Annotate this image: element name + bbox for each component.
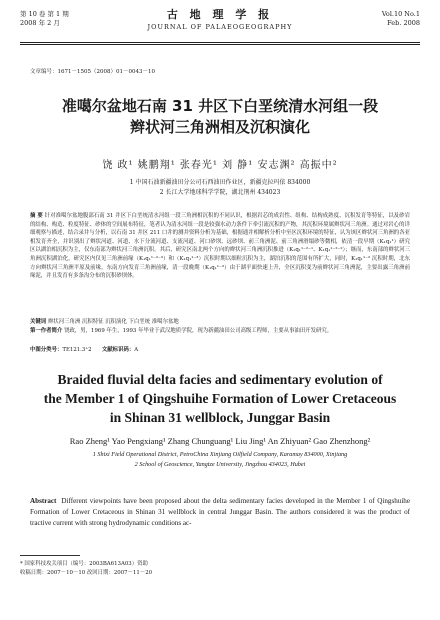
header-rule-thick [20, 42, 420, 43]
chinese-affiliations: 1 中国石油新疆油田分公司石西油田作业区，新疆克拉玛依 834000 2 长江大学地球科学学院，湖北荆州 434023 [129, 179, 311, 196]
first-author-bio: 第一作者简介 饶政，男，1969 年生，1993 年毕业于武汉地质学院，现为新疆油田公司高级工程师，主要从事油田开发研究。 [30, 328, 333, 334]
english-abstract-label: Abstract [30, 497, 57, 505]
english-abstract-text: Different viewpoints have been proposed about the delta sedimentary facies developed in the Member 1 of Qingshuihe Formation of Lower Cretaceous in Shinan 31 wellblock in central Junggar Basin. The authors considered it was the product of tractive current with strong hydrodynamic conditions ac- [30, 497, 410, 528]
header-rule-thin [20, 44, 420, 45]
chinese-title: 准噶尔盆地石南 31 井区下白垩统清水河组一段 辫状河三角洲相及沉积演化 [61, 97, 379, 136]
volume-info: Vol.10 No.1 Feb. 2008 [381, 10, 420, 27]
funding-footnote: * 国家科技攻关项目（编号：2003BA613A03）资助 [20, 561, 148, 567]
journal-title-cn: 古 地 理 学 报 [166, 8, 274, 21]
chinese-abstract-label: 摘 要 [30, 213, 43, 219]
journal-title-en: JOURNAL OF PALAEOGEOGRAPHY [147, 23, 293, 31]
chinese-keywords: 关键词 辫状河三角洲 沉积特征 沉积演化 下白垩统 准噶尔盆地 [30, 319, 179, 325]
chinese-abstract-text: 针对准噶尔盆地腹部石南 31 井区下白垩统清水河组一段三角洲相沉积的不同认识，根据岩芯的成岩性、组构、结构成熟度、沉积发育等特征，以及砂岩的结构、构造、粒度特征、砂体的空间展布特征，笔者认为清水河组一段是较强水动力条件下牵引流沉积的产物，其沉积环境属辫状河三角洲。通过对岩心的详细观察与描述，结合录井与分析，以石南 31 井区 211 口井的测井资料分析为基础，根据通井相解析分析中至区沉积环境的特征，认为该区辫状河三角洲的各亚相发育齐全，并识别出了辫状河道、河道、水下分流河道、支流河道、河口砂坝、远砂坝、前三角洲泥、前三角洲滑塌砂等微相，依清一段早期（K₁q₁¹）研究区以湖泊相沉积为主，仅东南部为辫状河三角洲沉积。其后，研究区南北两个方向的辫状河三角洲沉积推进（K₁q₁¹⁻²⁻¹、K₁q₁¹⁻²⁻²）；继而，东南部的辫状河三角洲沉积湖泊化，研究区内仅见三角洲前缘（K₁q₁¹⁻²⁻³）和（K₁q₁¹⁻³）沉积时期以细粒沉积为主，湖泊沉积的范围有所扩大，同时，K₁q₁¹⁻² 沉积时期，北东方向辫状河三角洲平原及前缘，东南方向发育三角洲前缘，清一段晚期（K₁q₁¹⁻³）由于湖平面快速上升，全区沉积变为前辫状河三角洲泥，主要出露三角洲前缘泥，并且发育有多条沟分布的沉积砂坝体。 [30, 213, 410, 280]
journal-title [20, 6, 420, 31]
classification-codes: 中图分类号：TE121.3⁺2 文献标识码：A [30, 347, 139, 353]
article-number: 文章编号：1671－1505（2008）01－0043－10 [30, 69, 155, 75]
received-date-footnote: 收稿日期：2007－10－10 改回日期：2007－11－20 [20, 570, 153, 576]
chinese-abstract [30, 212, 410, 281]
english-authors: Rao Zheng¹ Yao Pengxiang¹ Zhang Chunguang¹ Liu Jing¹ An Zhiyuan² Gao Zhenzhong² [69, 436, 371, 446]
issue-info: 第 10 卷 第 1 期 2008 年 2 月 [20, 10, 69, 27]
running-header [20, 6, 420, 40]
english-affiliations: 1 Shixi Field Operational District, PetroChina Xinjiang Oilfield Company, Karamay 834000, Xinjiang 2 School of Geoscience, Yangtze University, Jingzhou 434023, Hubei [92, 451, 348, 468]
chinese-authors: 饶 政¹ 姚鹏翔¹ 张春光¹ 刘 静¹ 安志渊² 高振中² [102, 160, 338, 171]
english-abstract [30, 496, 410, 530]
english-title: Braided fluvial delta facies and sedimentary evolution of the Member 1 of Qingshuihe Formation of Lower Cretaceous in Shinan 31 wellblock, Junggar Basin [43, 372, 397, 425]
footnote-rule [20, 555, 80, 556]
